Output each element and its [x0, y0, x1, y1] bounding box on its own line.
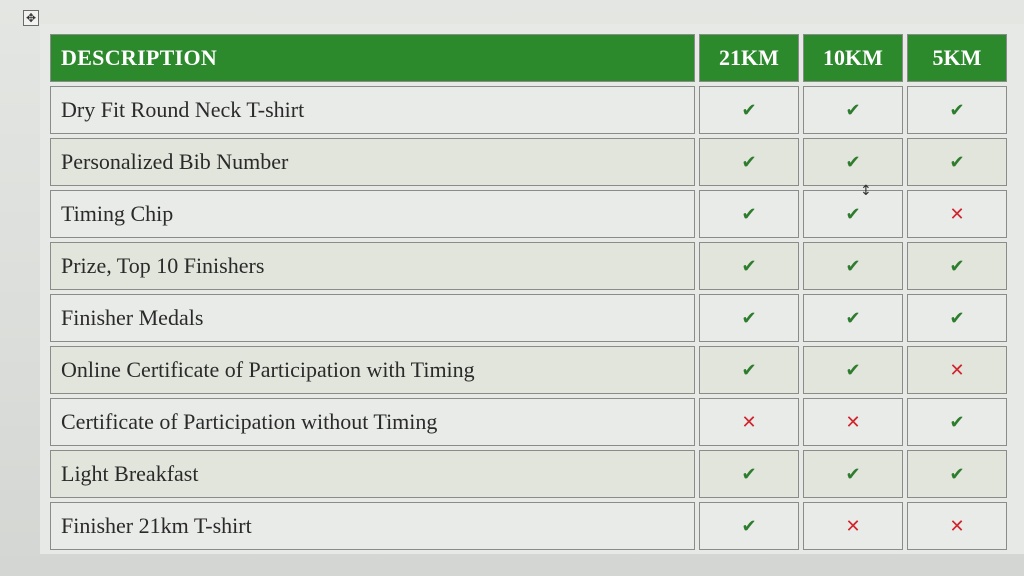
- row-description[interactable]: Prize, Top 10 Finishers: [50, 242, 695, 290]
- check-icon: ✔: [949, 255, 965, 277]
- race-package-table: [46, 30, 1011, 554]
- mark-cell[interactable]: [699, 502, 799, 550]
- check-icon: ✔: [741, 463, 757, 485]
- mark-cell[interactable]: [803, 502, 903, 550]
- mark-cell[interactable]: [699, 346, 799, 394]
- row-description[interactable]: Online Certificate of Participation with Timing: [50, 346, 695, 394]
- check-icon: ✔: [949, 411, 965, 433]
- mark-cell[interactable]: [907, 398, 1007, 446]
- check-icon: ✔: [845, 203, 861, 225]
- check-icon: ✔: [845, 99, 861, 121]
- mark-cell[interactable]: [907, 502, 1007, 550]
- cross-icon: ✕: [949, 515, 965, 537]
- table-row: [50, 450, 1007, 498]
- mark-cell[interactable]: [907, 190, 1007, 238]
- table-row: [50, 138, 1007, 186]
- check-icon: ✔: [741, 515, 757, 537]
- table-row: [50, 346, 1007, 394]
- mark-cell[interactable]: [803, 450, 903, 498]
- mark-cell[interactable]: [907, 294, 1007, 342]
- mark-cell[interactable]: [699, 294, 799, 342]
- table-row: [50, 398, 1007, 446]
- cross-icon: ✕: [949, 203, 965, 225]
- mark-cell[interactable]: [699, 450, 799, 498]
- mark-cell[interactable]: [803, 190, 903, 238]
- mark-cell[interactable]: [803, 346, 903, 394]
- mark-cell[interactable]: [907, 138, 1007, 186]
- row-description[interactable]: Dry Fit Round Neck T-shirt: [50, 86, 695, 134]
- resize-cursor-icon: ↕: [860, 183, 872, 199]
- row-description[interactable]: Finisher 21km T-shirt: [50, 502, 695, 550]
- mark-cell[interactable]: [699, 398, 799, 446]
- header-5km: 5KM: [907, 34, 1007, 82]
- mark-cell[interactable]: [907, 450, 1007, 498]
- check-icon: ✔: [949, 99, 965, 121]
- header-10km: 10KM: [803, 34, 903, 82]
- check-icon: ✔: [845, 307, 861, 329]
- table-row: [50, 294, 1007, 342]
- check-icon: ✔: [845, 359, 861, 381]
- table-move-handle-icon[interactable]: ✥: [23, 10, 39, 26]
- check-icon: ✔: [949, 307, 965, 329]
- cross-icon: ✕: [845, 411, 861, 433]
- check-icon: ✔: [741, 307, 757, 329]
- check-icon: ✔: [845, 151, 861, 173]
- check-icon: ✔: [741, 99, 757, 121]
- check-icon: ✔: [741, 151, 757, 173]
- check-icon: ✔: [845, 463, 861, 485]
- mark-cell[interactable]: [699, 86, 799, 134]
- cross-icon: ✕: [845, 515, 861, 537]
- table-header-row: [50, 34, 1007, 82]
- check-icon: ✔: [741, 359, 757, 381]
- row-description[interactable]: Light Breakfast: [50, 450, 695, 498]
- table-row: [50, 242, 1007, 290]
- table-body: [50, 86, 1007, 550]
- check-icon: ✔: [845, 255, 861, 277]
- mark-cell[interactable]: [699, 190, 799, 238]
- mark-cell[interactable]: [803, 294, 903, 342]
- mark-cell[interactable]: [907, 346, 1007, 394]
- row-description[interactable]: Personalized Bib Number: [50, 138, 695, 186]
- mark-cell[interactable]: [907, 86, 1007, 134]
- table-row: [50, 502, 1007, 550]
- table-row: [50, 86, 1007, 134]
- mark-cell[interactable]: [803, 398, 903, 446]
- check-icon: ✔: [741, 203, 757, 225]
- row-description[interactable]: Finisher Medals: [50, 294, 695, 342]
- mark-cell[interactable]: [699, 138, 799, 186]
- cross-icon: ✕: [949, 359, 965, 381]
- check-icon: ✔: [741, 255, 757, 277]
- cross-icon: ✕: [741, 411, 757, 433]
- row-description[interactable]: Timing Chip: [50, 190, 695, 238]
- check-icon: ✔: [949, 151, 965, 173]
- header-description: DESCRIPTION: [50, 34, 695, 82]
- mark-cell[interactable]: [803, 86, 903, 134]
- header-21km: 21KM: [699, 34, 799, 82]
- check-icon: ✔: [949, 463, 965, 485]
- mark-cell[interactable]: [803, 242, 903, 290]
- row-description[interactable]: Certificate of Participation without Timing: [50, 398, 695, 446]
- mark-cell[interactable]: [803, 138, 903, 186]
- mark-cell[interactable]: [699, 242, 799, 290]
- mark-cell[interactable]: [907, 242, 1007, 290]
